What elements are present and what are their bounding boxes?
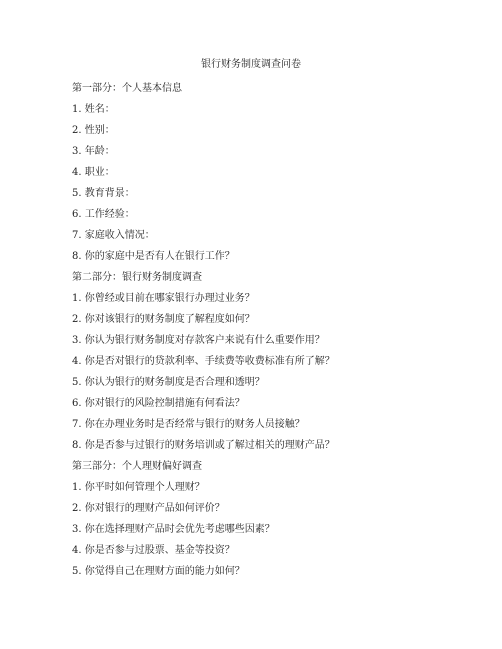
question-3-4: 4. 你是否参与过股票、基金等投资？: [72, 545, 235, 556]
question-2-1: 1. 你曾经或目前在哪家银行办理过业务？: [72, 293, 255, 304]
question-2-4: 4. 你是否对银行的贷款利率、手续费等收费标准有所了解？: [72, 356, 335, 367]
question-1-5: 5. 教育背景：: [72, 188, 135, 199]
question-1-6: 6. 工作经验：: [72, 209, 135, 220]
question-3-1: 1. 你平时如何管理个人理财？: [72, 482, 205, 493]
question-3-5: 5. 你觉得自己在理财方面的能力如何？: [72, 566, 245, 577]
question-1-8: 8. 你的家庭中是否有人在银行工作？: [72, 251, 235, 262]
question-2-7: 7. 你在办理业务时是否经常与银行的财务人员接触？: [72, 419, 305, 430]
question-2-2: 2. 你对该银行的财务制度了解程度如何？: [72, 314, 255, 325]
question-2-6: 6. 你对银行的风险控制措施有何看法？: [72, 398, 245, 409]
question-1-1: 1. 姓名：: [72, 104, 115, 115]
section-heading-2: 第二部分：银行财务制度调查: [72, 272, 202, 283]
question-2-8: 8. 你是否参与过银行的财务培训或了解过相关的理财产品？: [72, 440, 335, 451]
question-1-3: 3. 年龄：: [72, 146, 115, 157]
question-2-3: 3. 你认为银行财务制度对存款客户来说有什么重要作用？: [72, 335, 325, 346]
question-1-7: 7. 家庭收入情况：: [72, 230, 155, 241]
question-3-2: 2. 你对银行的理财产品如何评价？: [72, 503, 225, 514]
question-1-4: 4. 职业：: [72, 167, 115, 178]
question-3-3: 3. 你在选择理财产品时会优先考虑哪些因素？: [72, 524, 275, 535]
question-1-2: 2. 性别：: [72, 125, 115, 136]
section-heading-3: 第三部分：个人理财偏好调查: [72, 461, 202, 472]
question-2-5: 5. 你认为银行的财务制度是否合理和透明？: [72, 377, 265, 388]
document-title: 银行财务制度调查问卷: [201, 59, 301, 70]
section-heading-1: 第一部分：个人基本信息: [72, 83, 182, 94]
